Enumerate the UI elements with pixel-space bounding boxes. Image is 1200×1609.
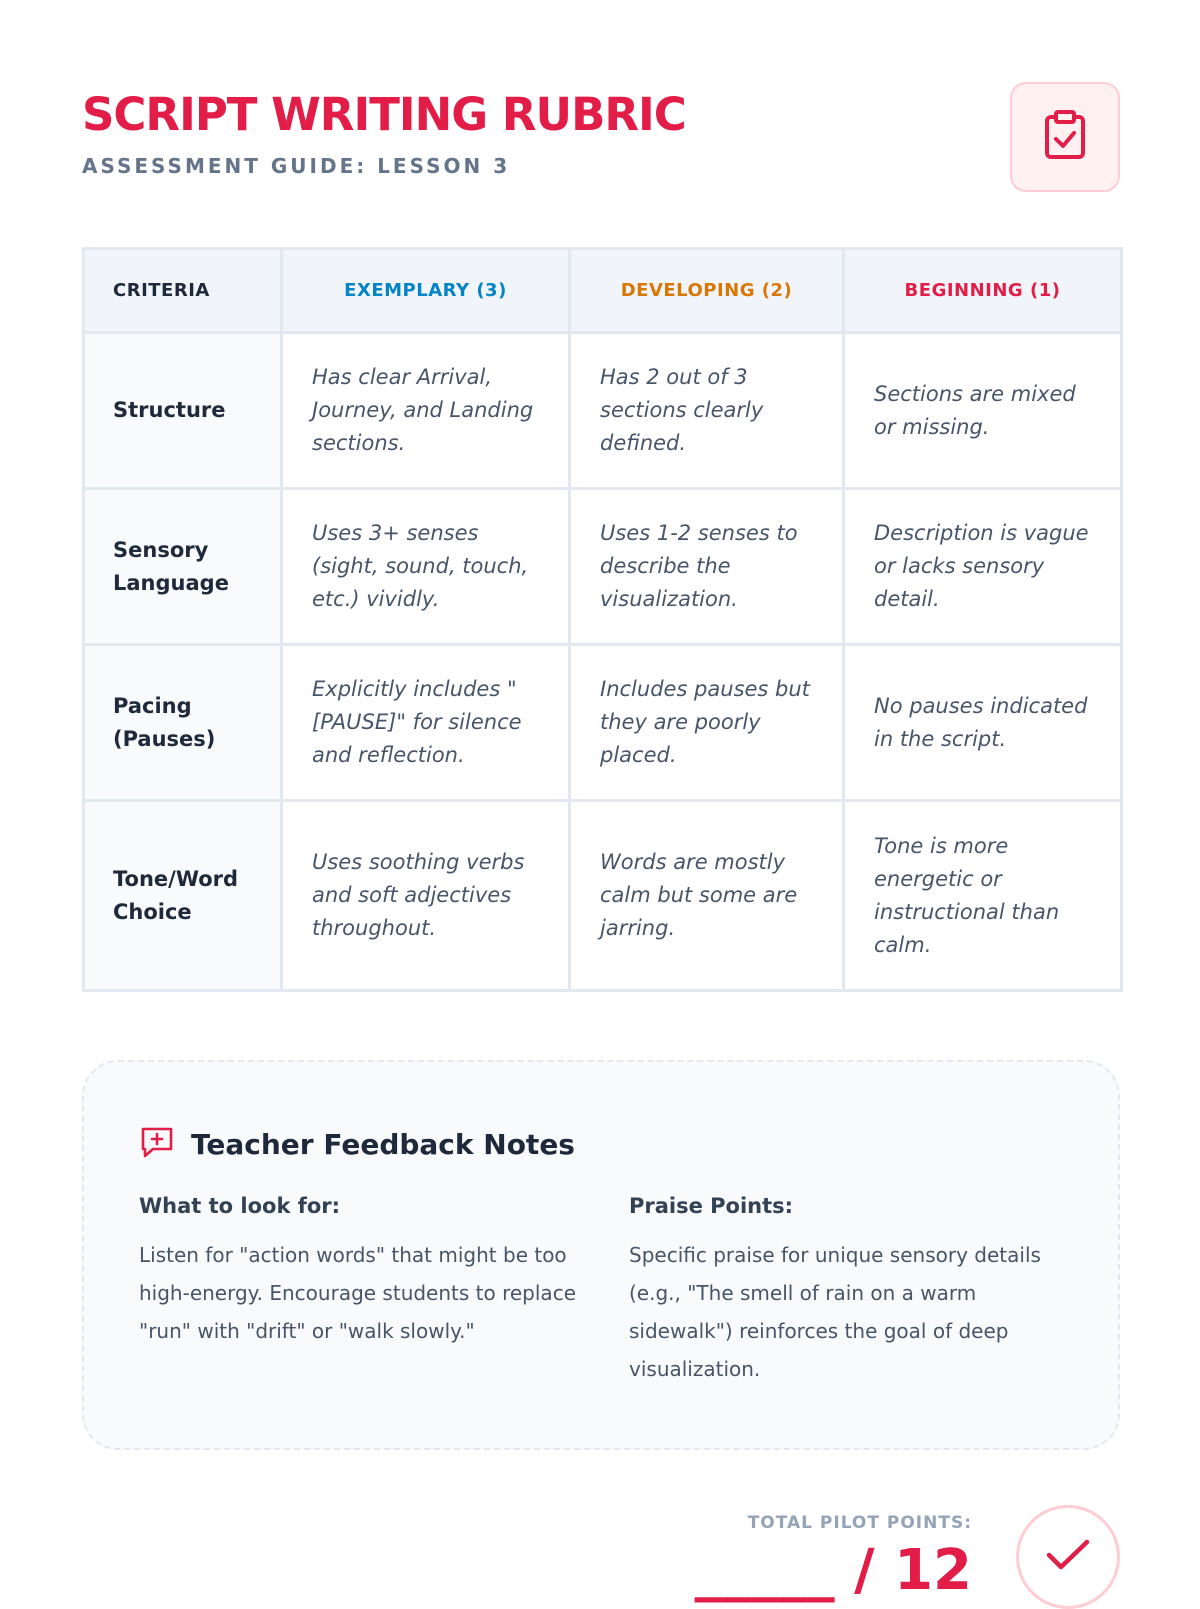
table-row	[84, 333, 1122, 489]
header-badge	[1010, 82, 1120, 192]
notes-header	[139, 1124, 575, 1164]
table-header-row	[84, 249, 1122, 333]
table-row	[84, 801, 1122, 991]
checkmark-icon	[1045, 1537, 1091, 1577]
exemplary-cell: Explicitly includes "[PAUSE]" for silence and reflection.	[282, 645, 570, 801]
developing-cell: Words are mostly calm but some are jarring.	[570, 801, 844, 991]
notes-title: Teacher Feedback Notes	[191, 1127, 575, 1161]
check-badge	[1016, 1505, 1120, 1609]
beginning-cell: No pauses indicated in the script.	[844, 645, 1122, 801]
teacher-feedback-panel	[82, 1060, 1120, 1450]
page-title: SCRIPT WRITING RUBRIC	[82, 88, 686, 141]
praise-points-heading: Praise Points:	[629, 1194, 794, 1218]
column-header-criteria: CRITERIA	[84, 249, 282, 333]
exemplary-cell: Uses soothing verbs and soft adjectives throughout.	[282, 801, 570, 991]
table-row	[84, 489, 1122, 645]
what-to-look-for-section	[139, 1194, 579, 1350]
column-header-beginning: BEGINNING (1)	[844, 249, 1122, 333]
praise-points-section	[629, 1194, 1069, 1388]
exemplary-cell: Uses 3+ senses (sight, sound, touch, etc.) vividly.	[282, 489, 570, 645]
criteria-cell: Sensory Language	[84, 489, 282, 645]
total-points-label: TOTAL PILOT POINTS:	[747, 1513, 972, 1533]
message-plus-icon	[139, 1124, 175, 1164]
beginning-cell: Tone is more energetic or instructional than calm.	[844, 801, 1122, 991]
criteria-cell: Tone/Word Choice	[84, 801, 282, 991]
developing-cell: Includes pauses but they are poorly placed.	[570, 645, 844, 801]
rubric-table	[82, 247, 1123, 992]
clipboard-check-icon	[1043, 110, 1087, 164]
developing-cell: Has 2 out of 3 sections clearly defined.	[570, 333, 844, 489]
what-to-look-for-text: Listen for "action words" that might be too high-energy. Encourage students to replace "run" with "drift" or "walk slowly."	[139, 1243, 576, 1343]
developing-cell: Uses 1-2 senses to describe the visualization.	[570, 489, 844, 645]
beginning-cell: Description is vague or lacks sensory detail.	[844, 489, 1122, 645]
criteria-cell: Pacing (Pauses)	[84, 645, 282, 801]
exemplary-cell: Has clear Arrival, Journey, and Landing sections.	[282, 333, 570, 489]
column-header-developing: DEVELOPING (2)	[570, 249, 844, 333]
praise-points-text: Specific praise for unique sensory details (e.g., "The smell of rain on a warm sidewalk") reinforces the goal of deep visualization.	[629, 1243, 1041, 1381]
rubric-page	[82, 0, 1120, 1603]
total-points-score: _____ / 12	[694, 1538, 972, 1603]
beginning-cell: Sections are mixed or missing.	[844, 333, 1122, 489]
column-header-exemplary: EXEMPLARY (3)	[282, 249, 570, 333]
table-row	[84, 645, 1122, 801]
page-subtitle: ASSESSMENT GUIDE: LESSON 3	[82, 154, 511, 178]
what-to-look-for-heading: What to look for:	[139, 1194, 341, 1218]
criteria-cell: Structure	[84, 333, 282, 489]
